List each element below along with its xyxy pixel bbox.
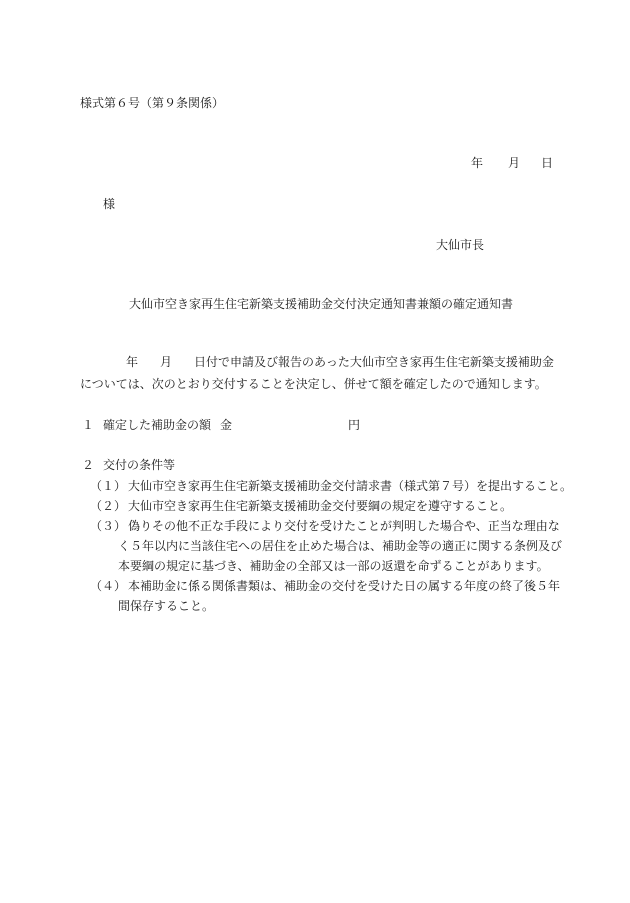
- condition-2-number: （２）: [90, 499, 127, 513]
- date-day-label: 日: [541, 156, 554, 170]
- section1-yen: 円: [348, 418, 361, 432]
- document-title: 大仙市空き家再生住宅新築支援補助金交付決定通知書兼額の確定通知書: [129, 297, 514, 311]
- condition-4-line-2: 間保存すること。: [118, 599, 215, 613]
- condition-2-line-1: 大仙市空き家再生住宅新築支援補助金交付要綱の規定を遵守すること。: [128, 499, 513, 513]
- addressee-suffix: 様: [103, 197, 116, 211]
- body-year-label: 年: [126, 355, 139, 369]
- date-year-label: 年: [471, 156, 484, 170]
- condition-4-line-1: 本補助金に係る関係書類は、補助金の交付を受けた日の属する年度の終了後５年: [128, 579, 561, 593]
- form-number: 様式第６号（第９条関係）: [80, 96, 225, 110]
- section2-label: 交付の条件等: [103, 458, 176, 472]
- condition-3-line-2: く５年以内に当該住宅への居住を止めた場合は、補助金等の適正に関する条例及び: [118, 539, 563, 553]
- condition-3-line-3: 本要綱の規定に基づき、補助金の全部又は一部の返還を命ずることがあります。: [118, 559, 549, 573]
- body-line-2: については、次のとおり交付することを決定し、併せて額を確定したので通知します。: [80, 377, 547, 391]
- condition-1-line-1: 大仙市空き家再生住宅新築支援補助金交付請求書（様式第７号）を提出すること。: [128, 479, 573, 493]
- body-month-label: 月: [160, 355, 173, 369]
- condition-3-number: （３）: [90, 519, 127, 533]
- condition-4-number: （４）: [90, 579, 127, 593]
- condition-3-line-1: 偽りその他不正な手段により交付を受けたことが判明した場合や、正当な理由な: [128, 519, 560, 533]
- date-month-label: 月: [508, 156, 521, 170]
- body-line-1: 日付で申請及び報告のあった大仙市空き家再生住宅新築支援補助金: [194, 355, 554, 369]
- section1-label: 確定した補助金の額: [103, 418, 212, 432]
- issuer-name: 大仙市長: [436, 238, 485, 252]
- condition-1-number: （１）: [90, 479, 127, 493]
- section2-number: ２: [82, 458, 95, 472]
- section1-kin: 金: [220, 418, 233, 432]
- section1-number: １: [82, 418, 95, 432]
